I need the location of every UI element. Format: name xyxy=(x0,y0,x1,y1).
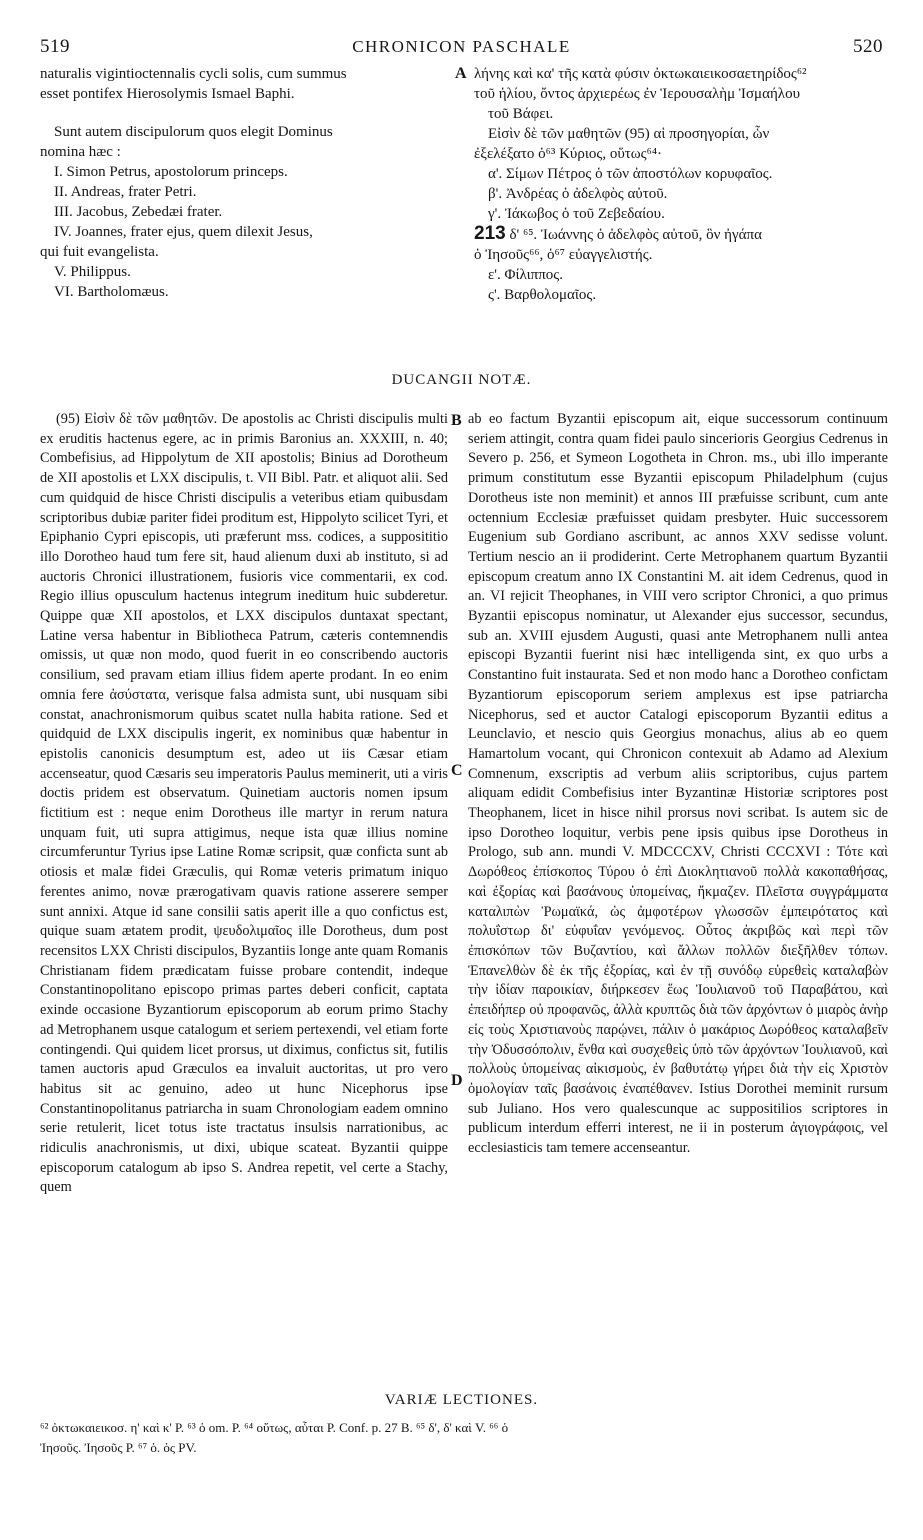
margin-number: 213 xyxy=(474,223,506,244)
latin-list-item: II. Andreas, frater Petri. xyxy=(54,184,197,200)
latin-list-item: VI. Bartholomæus. xyxy=(54,284,169,300)
page-number-right: 520 xyxy=(853,36,883,57)
greek-list-item: ς'. Βαρθολομαῖος. xyxy=(488,287,597,303)
margin-letter-c: C xyxy=(451,762,463,779)
notes-column-left xyxy=(40,410,448,1375)
note-paragraph: ab eo factum Byzantii episcopum ait, eique successorum continuum seriem attingit, contra quam fidei paulo sincerioris Georgius Cedrenus in Severo p. 256, et Symeon Logotheta in Chron. ms., ubi illo imperante primum constitutum esse Byzantii episcopum Philadelphum (cujus Dorotheus iste non meminit) et annos III præfuisse scribunt, cum ante octennium Ecclesiæ præfuisset quidam presbyter. Huic successorem Eugenium sub Gordiano ascribunt, ac annos XXV sedisse volunt. Tertium nescio an ii prodiderint. Certe Metrophanem quartum Byzantii episcopum creatum anno IX Constantini M. ait idem Cedrenus, quod in an. VI rejicit Theophanes, in VIII vero scriptor Chronici, a quo primus Byzantii episcopus nominatur, ut Alexander ejus successor, secundus, sub an. XVIII ejusdem Augusti, quasi ante Metrophanem nulli antea episcopi Byzantii fuerint nisi hæc intelligenda sint, ex quo urbs a Constantino fuit instaurata. Sed et non modo hanc a Dorotheo confictam Byzantiorum episcoporum seriem amplexus est ipse patriarcha Nicephorus, sed et auctor Catalogi episcoporum Byzantii editus a Leunclavio, et nescio quis Georgius monachus, alius ab eo quem Hamartolum vocant, qui Chronicon contexuit ab Adamo ad Alexium Comnenum, exscriptis ad verbum aliis scriptoribus, cujus partem aliquam edidit Combefisius inter Byzantinæ Historiæ scriptores post Theophanem, licet in hisce nihil prorsus novi scribat. Is autem sic de ipso Dorotheo loquitur, verbis pene ipsis quibus ipse Dorotheus in Prologo, sub ann. mundi V. MDCCCXV, Christi CCCXVI : Τότε καὶ Δωρόθεος ἐπίσκοπος Τύρου ὁ ἐπὶ Διοκλητιανοῦ πολλὰ κακοπαθήσας, καὶ ἐξορίας καὶ βασάνους ὑπομείνας, ἤκμαζεν. Πλεῖστα συγγράμματα καταλιπὼν Ῥωμαϊκά, ὡς ἀμφοτέρων γλωσσῶν ἐμπειρότατος καὶ πολυΐστωρ δι' εὐφυΐαν γενόμενος. Οὗτος ἀκριβῶς καὶ περὶ τῶν ἐπισκόπων τῶν Βυζαντίου, καὶ ἄλλων πολλῶν διεξῆλθεν τόπων. Ἐπανελθὼν δὲ ἐκ τῆς ἐξορίας, καὶ ἐν τῇ συνόδῳ εὑρεθεὶς καταλαβὼν τὴν ἰδίαν παροικίαν, διήρκεσεν ἕως Ἰουλιανοῦ τοῦ Παραβάτου, καὶ ἐπειδήπερ οὐ προφανῶς, ἀλλὰ κρυπτῶς διὰ τῶν ἀρχόντων ὁ μιαρὸς ἀνὴρ εἰς τοὺς Χριστιανοὺς παρῴνει, πάλιν ὁ μακάριος Δωρόθεος καταλαβεῖν τὴν Ὀδυσσόπολιν, ἔνθα καὶ συσχεθεὶς ὑπὸ τῶν ἀρχόντων Ἰουλιανοῦ, καὶ πολλοὺς ὑπομείνας αἰκισμοὺς, ἐν βαθυτάτῳ γήρει διὰ τὴν εἰς Χριστὸν ὁμολογίαν ταῖς βασάνοις ἐναπέθανεν. Istius Dorothei meminit rursum sub Juliano. Hos vero qualescunque ac suppositilios scriptores in publicum interdum efferri interest, ne ii in posterum ἀγιογράφοις, vel ecclesiasticis tam temere accenseantur. xyxy=(468,411,888,1157)
latin-line: esset pontifex Hierosolymis Ismael Baphi. xyxy=(40,86,295,102)
notes-column-right xyxy=(468,410,888,1375)
margin-letter-b: B xyxy=(451,412,462,429)
latin-list-item: I. Simon Petrus, apostolorum princeps. xyxy=(54,164,288,180)
latin-line: naturalis vigintioctennalis cycli solis, cum summus xyxy=(40,66,347,82)
greek-list-item: δ' ⁶⁵. Ἰωάννης ὁ ἀδελφὸς αὐτοῦ, ὃν ἠγάπα xyxy=(509,227,762,243)
greek-line: Εἰσὶν δὲ τῶν μαθητῶν (95) αἱ προσηγορίαι, ὧν xyxy=(488,126,770,142)
variae-lectiones xyxy=(40,1418,883,1458)
page-header xyxy=(40,36,883,62)
latin-line: nomina hæc : xyxy=(40,144,121,160)
greek-list-item: ε'. Φίλιππος. xyxy=(488,267,563,283)
margin-letter-a: A xyxy=(455,65,467,82)
latin-line: qui fuit evangelista. xyxy=(40,244,159,260)
latin-text-column xyxy=(40,64,456,354)
latin-list-item: IV. Joannes, frater ejus, quem dilexit Jesus, xyxy=(54,224,313,240)
running-title: CHRONICON PASCHALE xyxy=(352,37,571,56)
latin-line: Sunt autem discipulorum quos elegit Dominus xyxy=(54,124,333,140)
note-paragraph: (95) Εἰσὶν δὲ τῶν μαθητῶν. De apostolis ac Christi discipulis multi ex eruditis hactenus egere, ac in primis Baronius an. XXXIII, n. 40; Combefisius, ad Hippolytum de XII apostolis; Binius ad Dorotheum de XII apostolis et LXX discipulis, t. VII Bibl. Patr. et aliquot alii. Sed cum quidquid de hisce Christi discipulis a veteribus etiam quibusdam scriptoribus dubiæ pariter fidei proditum est, Hippolyto scilicet Tyri, et Epiphanio Cypri episcopis, uti præferunt mss. codices, a supposititio illo Dorotheo haud tum fere sit, haud alienum duxi ab instituto, si ad auctoris Chronici illustrationem, fusioris vice commentarii, ex cod. Regio illius opusculum hactenus integrum ineditum huic subderetur. Quippe quæ XII apostolos, et LXX discipulos duntaxat spectant, Latine versa habentur in Bibliotheca Patrum, cæteris contemnendis omissis, ut quæ non modo, quod fuerit in eo conscribendo auctoris consilium, sed pravam etiam illius fidem aperte prodant. In eo enim omnia fere ἀσύστατα, verisque falsa admista sunt, ubi nusquam sibi constat, anachronismorum quibus scatet nulla habita ratione. Sed et quidquid de LXX discipulis ingerit, ex nominibus quæ habentur in epistolis canonicis desumptum est, adeo ut iis Cæsar etiam accenseatur, quod Cæsaris seu imperatoris Paulus meminerit, uti a viris doctis pridem est observatum. Quinetiam auctoris nomen ipsum fictitium est : neque enim Dorotheus ille martyr in rerum natura unquam fuit, uti supra attigimus, neque ista quæ illius nomine circumferuntur Tyrius ipse Latine Romæ scripsit, quæ conficta sunt ab otiosis et malæ fidei Græculis, qui Romæ veteris primatum iniquo ferentes animo, novæ prærogativam quavis ratione asserere semper sunt annixi. Atque id sane consilii satis aperit ille a quo confictus est, quique suam ætatem prodit, ψευδολιμαῖος ille Dorotheus, dum post recensitos LXX Christi discipulos, Byzantiis longe ante quam Romanis Christianam fidem prædicatam fuisse probare contendit, indeque Constantinopolitano episcopo primas partes deberi conficit, captata exinde occasione Byzantiorum episcoporum ab eorum primo Stachy ad Metrophanem usque catalogum et seriem pertexendi, vel etiam forte contingendi. Qui quidem licet prorsus, ut diximus, confictus sit, futilis tamen auctoris apud Græculos ea invaluit auctoritas, ut pro vero habitus sit ac genuino, adeo ut hunc Nicephorus ipse Constantinopolitanus patriarcha in suam Chronologiam eadem omnino serie retulerit, licet totus iste tractatus insulsis narrationibus, ac ridiculis anachronismis, ut dixi, ubique scateat. Byzantii quippe episcoporum catalogum ab ipso S. Andrea repetit, vel certe a Stachy, quem xyxy=(40,411,448,1196)
greek-list-item: γ'. Ἰάκωβος ὁ τοῦ Ζεβεδαίου. xyxy=(488,206,665,222)
latin-list-item: V. Philippus. xyxy=(54,264,131,280)
variae-line: ⁶² ὀκτωκαιεικοσ. η' καὶ κ' P. ⁶³ ὁ om. P. ⁶⁴ οὕτως, αὗται P. Conf. p. 27 B. ⁶⁵ δ', δ' καὶ V. ⁶⁶ ὁ xyxy=(40,1420,509,1435)
greek-list-item: α'. Σίμων Πέτρος ὁ τῶν ἀποστόλων κορυφαῖος. xyxy=(488,166,773,182)
greek-line: τοῦ Βάφει. xyxy=(488,106,554,122)
latin-list-item: III. Jacobus, Zebedæi frater. xyxy=(54,204,223,220)
page-number-left: 519 xyxy=(40,36,70,57)
greek-line: τοῦ ἡλίου, ὄντος ἀρχιερέως ἐν Ἱερουσαλὴμ Ἰσμαήλου xyxy=(474,86,801,102)
greek-line: ὁ Ἰησοῦς⁶⁶, ὁ⁶⁷ εὐαγγελιστής. xyxy=(474,247,653,263)
greek-text-column xyxy=(474,64,886,354)
margin-letter-d: D xyxy=(451,1072,463,1089)
variae-line: Ἰησοῦς. Ἰησοῦς P. ⁶⁷ ὁ. ὁς PV. xyxy=(40,1440,197,1455)
greek-line: ἐξελέξατο ὁ⁶³ Κύριος, οὕτως⁶⁴· xyxy=(474,146,663,162)
greek-line: λήνης καὶ κα' τῆς κατὰ φύσιν ὀκτωκαιεικοσαετηρίδος⁶² xyxy=(474,66,807,82)
notes-heading: DUCANGII NOTÆ. xyxy=(391,372,532,388)
variae-heading: VARIÆ LECTIONES. xyxy=(384,1392,539,1408)
greek-list-item: β'. Ἀνδρέας ὁ ἀδελφὸς αὐτοῦ. xyxy=(488,186,668,202)
